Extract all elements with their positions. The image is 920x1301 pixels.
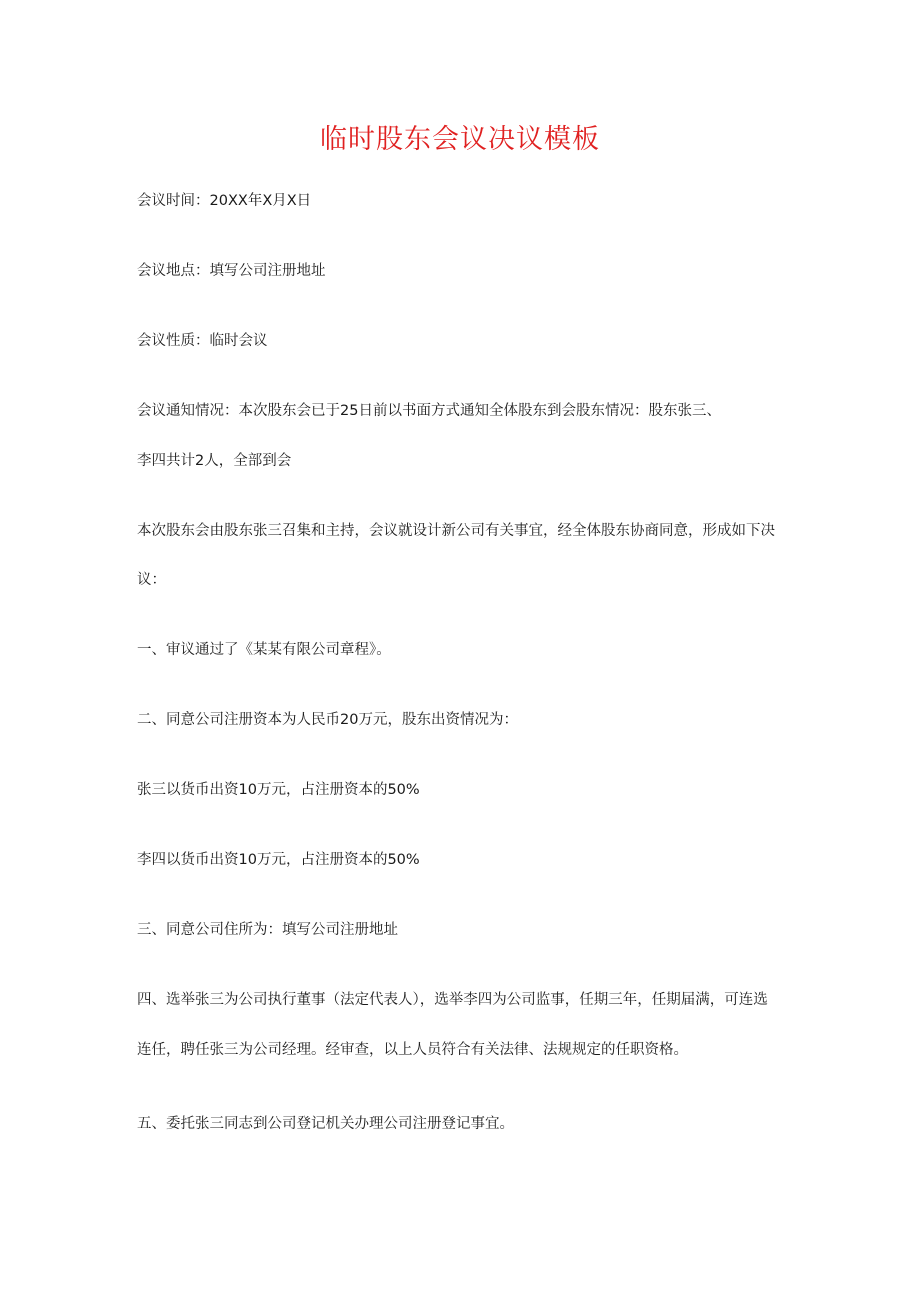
meeting-location: 会议地点：填写公司注册地址 bbox=[137, 263, 326, 279]
resolution-item-4-line-2: 连任，聘任张三为公司经理。经审查，以上人员符合有关法律、法规规定的任职资格。 bbox=[137, 1042, 688, 1058]
resolution-item-5: 五、委托张三同志到公司登记机关办理公司注册登记事宜。 bbox=[137, 1116, 514, 1132]
meeting-notice-line-1: 会议通知情况：本次股东会已于25日前以书面方式通知全体股东到会股东情况：股东张三、 bbox=[137, 403, 721, 419]
meeting-notice-line-2: 李四共计2人，全部到会 bbox=[137, 453, 292, 469]
meeting-intro-line-2: 议： bbox=[137, 572, 166, 588]
resolution-item-3: 三、同意公司住所为：填写公司注册地址 bbox=[137, 922, 398, 938]
document-title: 临时股东会议决议模板 bbox=[320, 124, 600, 155]
meeting-intro-line-1: 本次股东会由股东张三召集和主持，会议就设计新公司有关事宜，经全体股东协商同意，形成如下决 bbox=[137, 523, 775, 539]
meeting-nature: 会议性质：临时会议 bbox=[137, 333, 268, 349]
resolution-item-2: 二、同意公司注册资本为人民币20万元，股东出资情况为： bbox=[137, 712, 518, 728]
contribution-lisi: 李四以货币出资10万元，占注册资本的50% bbox=[137, 852, 420, 868]
meeting-time: 会议时间：20XX年X月X日 bbox=[137, 193, 312, 209]
resolution-item-4-line-1: 四、选举张三为公司执行董事（法定代表人），选举李四为公司监事，任期三年，任期届满，可连选 bbox=[137, 992, 768, 1008]
resolution-item-1: 一、审议通过了《某某有限公司章程》。 bbox=[137, 642, 391, 658]
contribution-zhangsan: 张三以货币出资10万元，占注册资本的50% bbox=[137, 782, 420, 798]
